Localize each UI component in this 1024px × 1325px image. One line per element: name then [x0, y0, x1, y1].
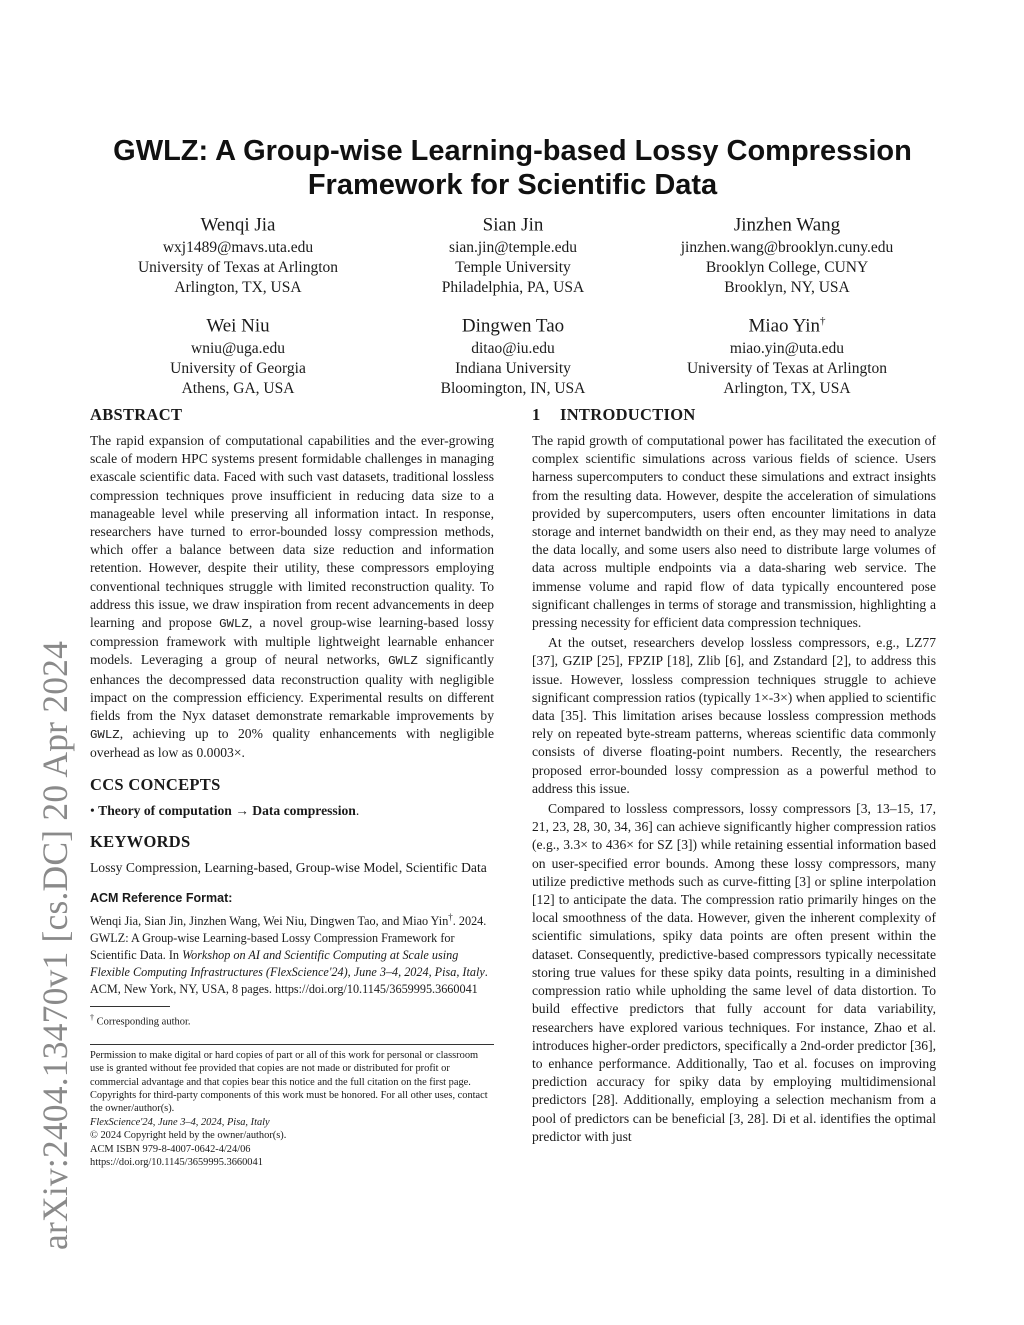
author-location: Arlington, TX, USA — [723, 380, 851, 398]
author-affiliation: University of Georgia — [170, 360, 306, 378]
permission-text: Permission to make digital or hard copies of part or all of this work for personal or classroom use is granted without fee provided that copies are not made or distributed for profit or commercial advantage and that copies bear this notice and the full citation on the first page. Copyrights for third-party components of this work must be honored. For all other uses, contact the owner/author(s). — [90, 1049, 488, 1115]
author-block — [363, 207, 663, 298]
author-name: Wei Niu — [206, 315, 270, 337]
author-location: Bloomington, IN, USA — [440, 380, 586, 398]
ccs-heading: CCS CONCEPTS — [90, 774, 221, 794]
author-location: Athens, GA, USA — [181, 380, 295, 398]
author-block — [637, 207, 937, 298]
permission-divider — [90, 1044, 494, 1045]
author-email: wxj1489@mavs.uta.edu — [162, 239, 314, 257]
author-email: sian.jin@temple.edu — [449, 239, 577, 257]
author-affiliation: University of Texas at Arlington — [137, 259, 339, 277]
title-line-2: Framework for Scientific Data — [307, 169, 718, 201]
author-affiliation: Indiana University — [455, 360, 571, 378]
intro-paragraph-3: Compared to lossless compressors, lossy compressors [3, 13–15, 17, 21, 23, 28, 30, 34, 36] can achieve significantly higher compression ratios (e.g., 3.3× to 436× for SZ [3]) while retaining essential information based on user-specified error bounds. Among these lossy compressors, many utilize predictive methods such as curve-fitting [3] or spline interpolation [12] to anticipate the data. The compression ratio primarily hinges on the local smoothness of the data. However, given the inherent complexity of scientific simulations, spiky data points are often present within the dataset. Consequently, predictive-based compressors typically necessitate storing true values for these spiky data points, resulting in a diminished compression ratio while upholding the same level of data distortion. To build effective predictors that fully account for data variability, researchers have explored various techniques. For instance, Zhao et al. introduces higher-order predictors, specifically a 2nd-order predictor [36], to enhance performance. Additionally, Tao et al. focuses on improving prediction accuracy for spiky data by employing multidimensional predictors [28]. Additionally, employing a selection mechanism from a pool of predictors can be beneficial [3, 28]. Di et al. identifies the optimal predictor with just — [532, 801, 936, 1144]
arxiv-identifier: arXiv:2404.13470v1 [cs.DC] 20 Apr 2024 — [35, 640, 75, 1250]
title-line-1: GWLZ: A Group-wise Learning-based Lossy Compression — [113, 135, 912, 167]
author-name: Jinzhen Wang — [733, 214, 841, 236]
abstract-heading: ABSTRACT — [90, 405, 183, 424]
paper-title — [90, 134, 935, 202]
author-name: Miao Yin† — [748, 315, 826, 337]
author-affiliation: University of Texas at Arlington — [686, 360, 888, 378]
abstract-text: The rapid expansion of computational capabilities and the ever-growing scale of modern HPC systems present formidable challenges in managing exascale scientific data. Faced with such vast datasets, traditional lossless compression techniques prove insufficient in reducing data size to a manageable level while preserving all information intact. In response, researchers have turned to error-bounded lossy compression methods, which offer a balance between data size reduction and information retention. However, despite their utility, these compressors employing conventional techniques struggle with limited reconstruction quality. To address this issue, we draw inspiration from recent advancements in deep learning and propose GWLZ, a novel group-wise learning-based lossy compression framework with multiple lightweight learnable enhancer models. Leveraging a group of neural networks, GWLZ significantly enhances the decompressed data reconstruction quality with negligible impact on the compression efficiency. Experimental results on different fields from the Nyx dataset demonstrate remarkable improvements by GWLZ, achieving up to 20% quality enhancements with negligible overhead as low as 0.0003×. — [90, 433, 494, 761]
introduction-heading: 1 INTRODUCTION — [532, 405, 696, 424]
author-block — [363, 308, 663, 399]
acm-reference-heading: ACM Reference Format: — [90, 891, 233, 906]
ccs-concepts: • Theory of computation → Data compression. — [90, 802, 360, 818]
author-location: Brooklyn, NY, USA — [724, 279, 850, 297]
author-affiliation: Brooklyn College, CUNY — [705, 259, 869, 277]
author-email: ditao@iu.edu — [471, 340, 555, 358]
author-location: Philadelphia, PA, USA — [441, 279, 585, 297]
footnote: † Corresponding author. — [90, 1013, 191, 1028]
author-block — [637, 308, 937, 399]
author-block — [88, 308, 388, 399]
intro-paragraph-2: At the outset, researchers develop lossless compressors, e.g., LZ77 [37], GZIP [25], FPZIP [18], Zlib [6], and Zstandard [2], to address this issue. However, lossless compression techniques struggle to achieve significant compression ratios (typically 1×-3×) when applied to scientific data [35]. This limitation arises because lossless compression methods rely on repeated byte-stream patterns, whereas scientific data commonly consists of diverse floating-point numbers. Recently, the researchers proposed error-bounded lossy compression as a powerful method to address this issue. — [532, 635, 936, 796]
left-column — [90, 404, 494, 1169]
permission-doi: https://doi.org/10.1145/3659995.3660041 — [90, 1157, 263, 1169]
intro-paragraph-1: The rapid growth of computational power has facilitated the execution of complex scientific simulations across various fields of science. Users harness supercomputers to conduct these simulations and extract insights from the resulting data. However, despite the acceleration of simulations provided by supercomputers, users often encounter limitations in data storage and internet bandwidth on their end, as they may need to analyze the data locally, and some users also need to distribute large volumes of data across multiple endpoints via a data-sharing web service. The immense volume and rapid flow of data typically encountered pose significant challenges in terms of storage and transmission, highlighting a pressing necessity for efficient data compression techniques. — [532, 433, 936, 631]
author-block — [88, 207, 388, 298]
permission-venue: FlexScience'24, June 3–4, 2024, Pisa, Italy — [90, 1116, 270, 1128]
author-email: wniu@uga.edu — [191, 340, 285, 358]
author-name: Dingwen Tao — [461, 315, 565, 337]
permission-notice — [90, 1049, 494, 1170]
right-column — [532, 404, 936, 1146]
author-location: Arlington, TX, USA — [174, 279, 302, 297]
keywords-text: Lossy Compression, Learning-based, Group-wise Model, Scientific Data — [90, 859, 487, 875]
author-email: jinzhen.wang@brooklyn.cuny.edu — [680, 239, 894, 257]
author-affiliation: Temple University — [455, 259, 571, 277]
permission-copyright: © 2024 Copyright held by the owner/author(s). — [90, 1130, 287, 1142]
author-email: miao.yin@uta.edu — [729, 340, 845, 358]
author-name: Sian Jin — [482, 214, 544, 236]
acm-reference-text: Wenqi Jia, Sian Jin, Jinzhen Wang, Wei Niu, Dingwen Tao, and Miao Yin†. 2024. GWLZ: A Group-wise Learning-based Lossy Compression Framework for Scientific Data. In Workshop on AI and Scientific Computing at Scale using Flexible Computing Infrastructures (FlexScience'24), June 3–4, 2024, Pisa, Italy. ACM, New York, NY, USA, 8 pages. https://doi.org/10.1145/3659995.3660041 — [90, 912, 488, 997]
author-name: Wenqi Jia — [200, 214, 276, 236]
keywords-heading: KEYWORDS — [90, 831, 191, 851]
footnote-divider — [90, 1006, 170, 1007]
permission-isbn: ACM ISBN 979-8-4007-0642-4/24/06 — [90, 1143, 251, 1155]
